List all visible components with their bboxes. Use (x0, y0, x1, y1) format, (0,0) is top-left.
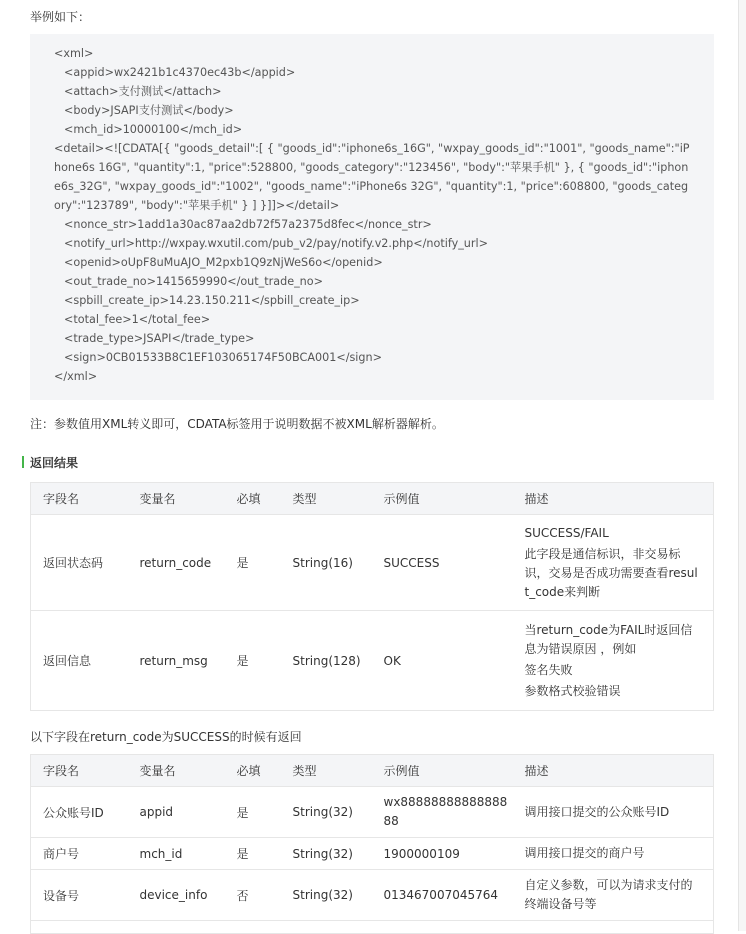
description-line: 当return_code为FAIL时返回信息为错误原因 ，例如 (524, 622, 693, 656)
cell-required: 否 (225, 870, 281, 921)
cell-type: String(128) (281, 611, 372, 711)
cell-empty (128, 921, 225, 934)
description-line: 此字段是通信标识，非交易标识，交易是否成功需要查看result_code来判断 (524, 546, 698, 599)
cell-type: String(32) (281, 787, 372, 838)
code-line: <sign>0CB01533B8C1EF103065174F50BCA001</sign> (64, 351, 382, 364)
cell-example: OK (372, 611, 513, 711)
cell-field-name: 设备号 (31, 870, 128, 921)
table-row (31, 787, 714, 838)
cell-description (513, 515, 714, 611)
cell-field-name: 公众账号ID (31, 787, 128, 838)
header-description: 描述 (513, 483, 714, 515)
cell-variable-name: mch_id (128, 838, 225, 870)
code-line: <openid>oUpF8uMuAJO_M2pxb1Q9zNjWeS6o</openid> (64, 256, 383, 269)
cell-required: 是 (225, 515, 281, 611)
cell-empty (281, 921, 372, 934)
cell-description: 自定义参数，可以为请求支付的终端设备号等 (513, 870, 714, 921)
code-line: <notify_url>http://wxpay.wxutil.com/pub_v2/pay/notify.v2.php</notify_url> (64, 237, 488, 250)
cell-field-name: 返回信息 (31, 611, 128, 711)
cell-example: 013467007045764 (372, 870, 513, 921)
header-type: 类型 (281, 755, 372, 787)
header-variable-name: 变量名 (128, 755, 225, 787)
cell-type: String(32) (281, 870, 372, 921)
intro-text: 举例如下： (30, 10, 91, 24)
header-example: 示例值 (372, 755, 513, 787)
cell-variable-name: device_info (128, 870, 225, 921)
cell-example: 1900000109 (372, 838, 513, 870)
code-line: </xml> (54, 370, 98, 383)
cell-empty (31, 921, 128, 934)
success-fields-note: 以下字段在return_code为SUCCESS的时候有返回 (30, 730, 302, 744)
cell-variable-name: appid (128, 787, 225, 838)
cell-empty (372, 921, 513, 934)
header-field-name: 字段名 (31, 483, 128, 515)
section-accent-bar (22, 456, 24, 468)
section-heading (22, 453, 78, 471)
header-description: 描述 (513, 755, 714, 787)
code-line: <xml> (54, 47, 94, 60)
table-row (31, 838, 714, 870)
cell-description: 调用接口提交的公众账号ID (513, 787, 714, 838)
cell-variable-name: return_code (128, 515, 225, 611)
table-header-row (31, 483, 714, 515)
header-variable-name: 变量名 (128, 483, 225, 515)
table-row (31, 870, 714, 921)
table-header-row (31, 755, 714, 787)
code-line: <out_trade_no>1415659990</out_trade_no> (64, 275, 323, 288)
code-line: <total_fee>1</total_fee> (64, 313, 211, 326)
cell-example: SUCCESS (372, 515, 513, 611)
description-line: 参数格式校验错误 (524, 683, 621, 698)
return-result-table (30, 482, 714, 711)
description-line: 签名失败 (524, 662, 573, 677)
cell-description (513, 611, 714, 711)
cell-field-name: 商户号 (31, 838, 128, 870)
code-line: <attach>支付测试</attach> (64, 85, 222, 98)
header-required: 必填 (225, 755, 281, 787)
header-field-name: 字段名 (31, 755, 128, 787)
cell-empty (225, 921, 281, 934)
cell-type: String(32) (281, 838, 372, 870)
code-line: <detail><![CDATA[{ "goods_detail":[ { "goods_id":"iphone6s_16G", "wxpay_goods_id":"1001", "goods_name":"iPhone6s 16G", "quantity":1, "price":528800, "goods_category":"123456", "body":"苹果手机" }, { "goods_id":"iphone6s_32G", "wxpay_goods_id":"1002", "goods_name":"iPhone6s 32G", "quantity":1, "price":608800, "goods_category":"123789", "body":"苹果手机" } ] }]]></detail> (54, 142, 690, 212)
cell-type: String(16) (281, 515, 372, 611)
code-line: <spbill_create_ip>14.23.150.211</spbill_create_ip> (64, 294, 360, 307)
cell-required: 是 (225, 787, 281, 838)
header-example: 示例值 (372, 483, 513, 515)
code-line: <body>JSAPI支付测试</body> (64, 104, 234, 117)
cell-field-name: 返回状态码 (31, 515, 128, 611)
cell-required: 是 (225, 838, 281, 870)
scrollbar[interactable] (738, 0, 746, 931)
section-title: 返回结果 (30, 455, 79, 470)
code-line: <trade_type>JSAPI</trade_type> (64, 332, 255, 345)
cdata-note: 注：参数值用XML转义即可，CDATA标签用于说明数据不被XML解析器解析。 (30, 417, 444, 431)
table-row (31, 921, 714, 934)
table-row (31, 611, 714, 711)
header-required: 必填 (225, 483, 281, 515)
code-line: <appid>wx2421b1c4370ec43b</appid> (64, 66, 296, 79)
description-line: SUCCESS/FAIL (524, 525, 609, 540)
xml-code-block (30, 34, 714, 400)
table-row (31, 515, 714, 611)
cell-required: 是 (225, 611, 281, 711)
cell-empty (513, 921, 714, 934)
header-type: 类型 (281, 483, 372, 515)
cell-description: 调用接口提交的商户号 (513, 838, 714, 870)
cell-variable-name: return_msg (128, 611, 225, 711)
success-fields-table (30, 754, 714, 934)
code-line: <mch_id>10000100</mch_id> (64, 123, 243, 136)
cell-example: wx8888888888888888 (372, 787, 513, 838)
code-line: <nonce_str>1add1a30ac87aa2db72f57a2375d8fec</nonce_str> (64, 218, 432, 231)
